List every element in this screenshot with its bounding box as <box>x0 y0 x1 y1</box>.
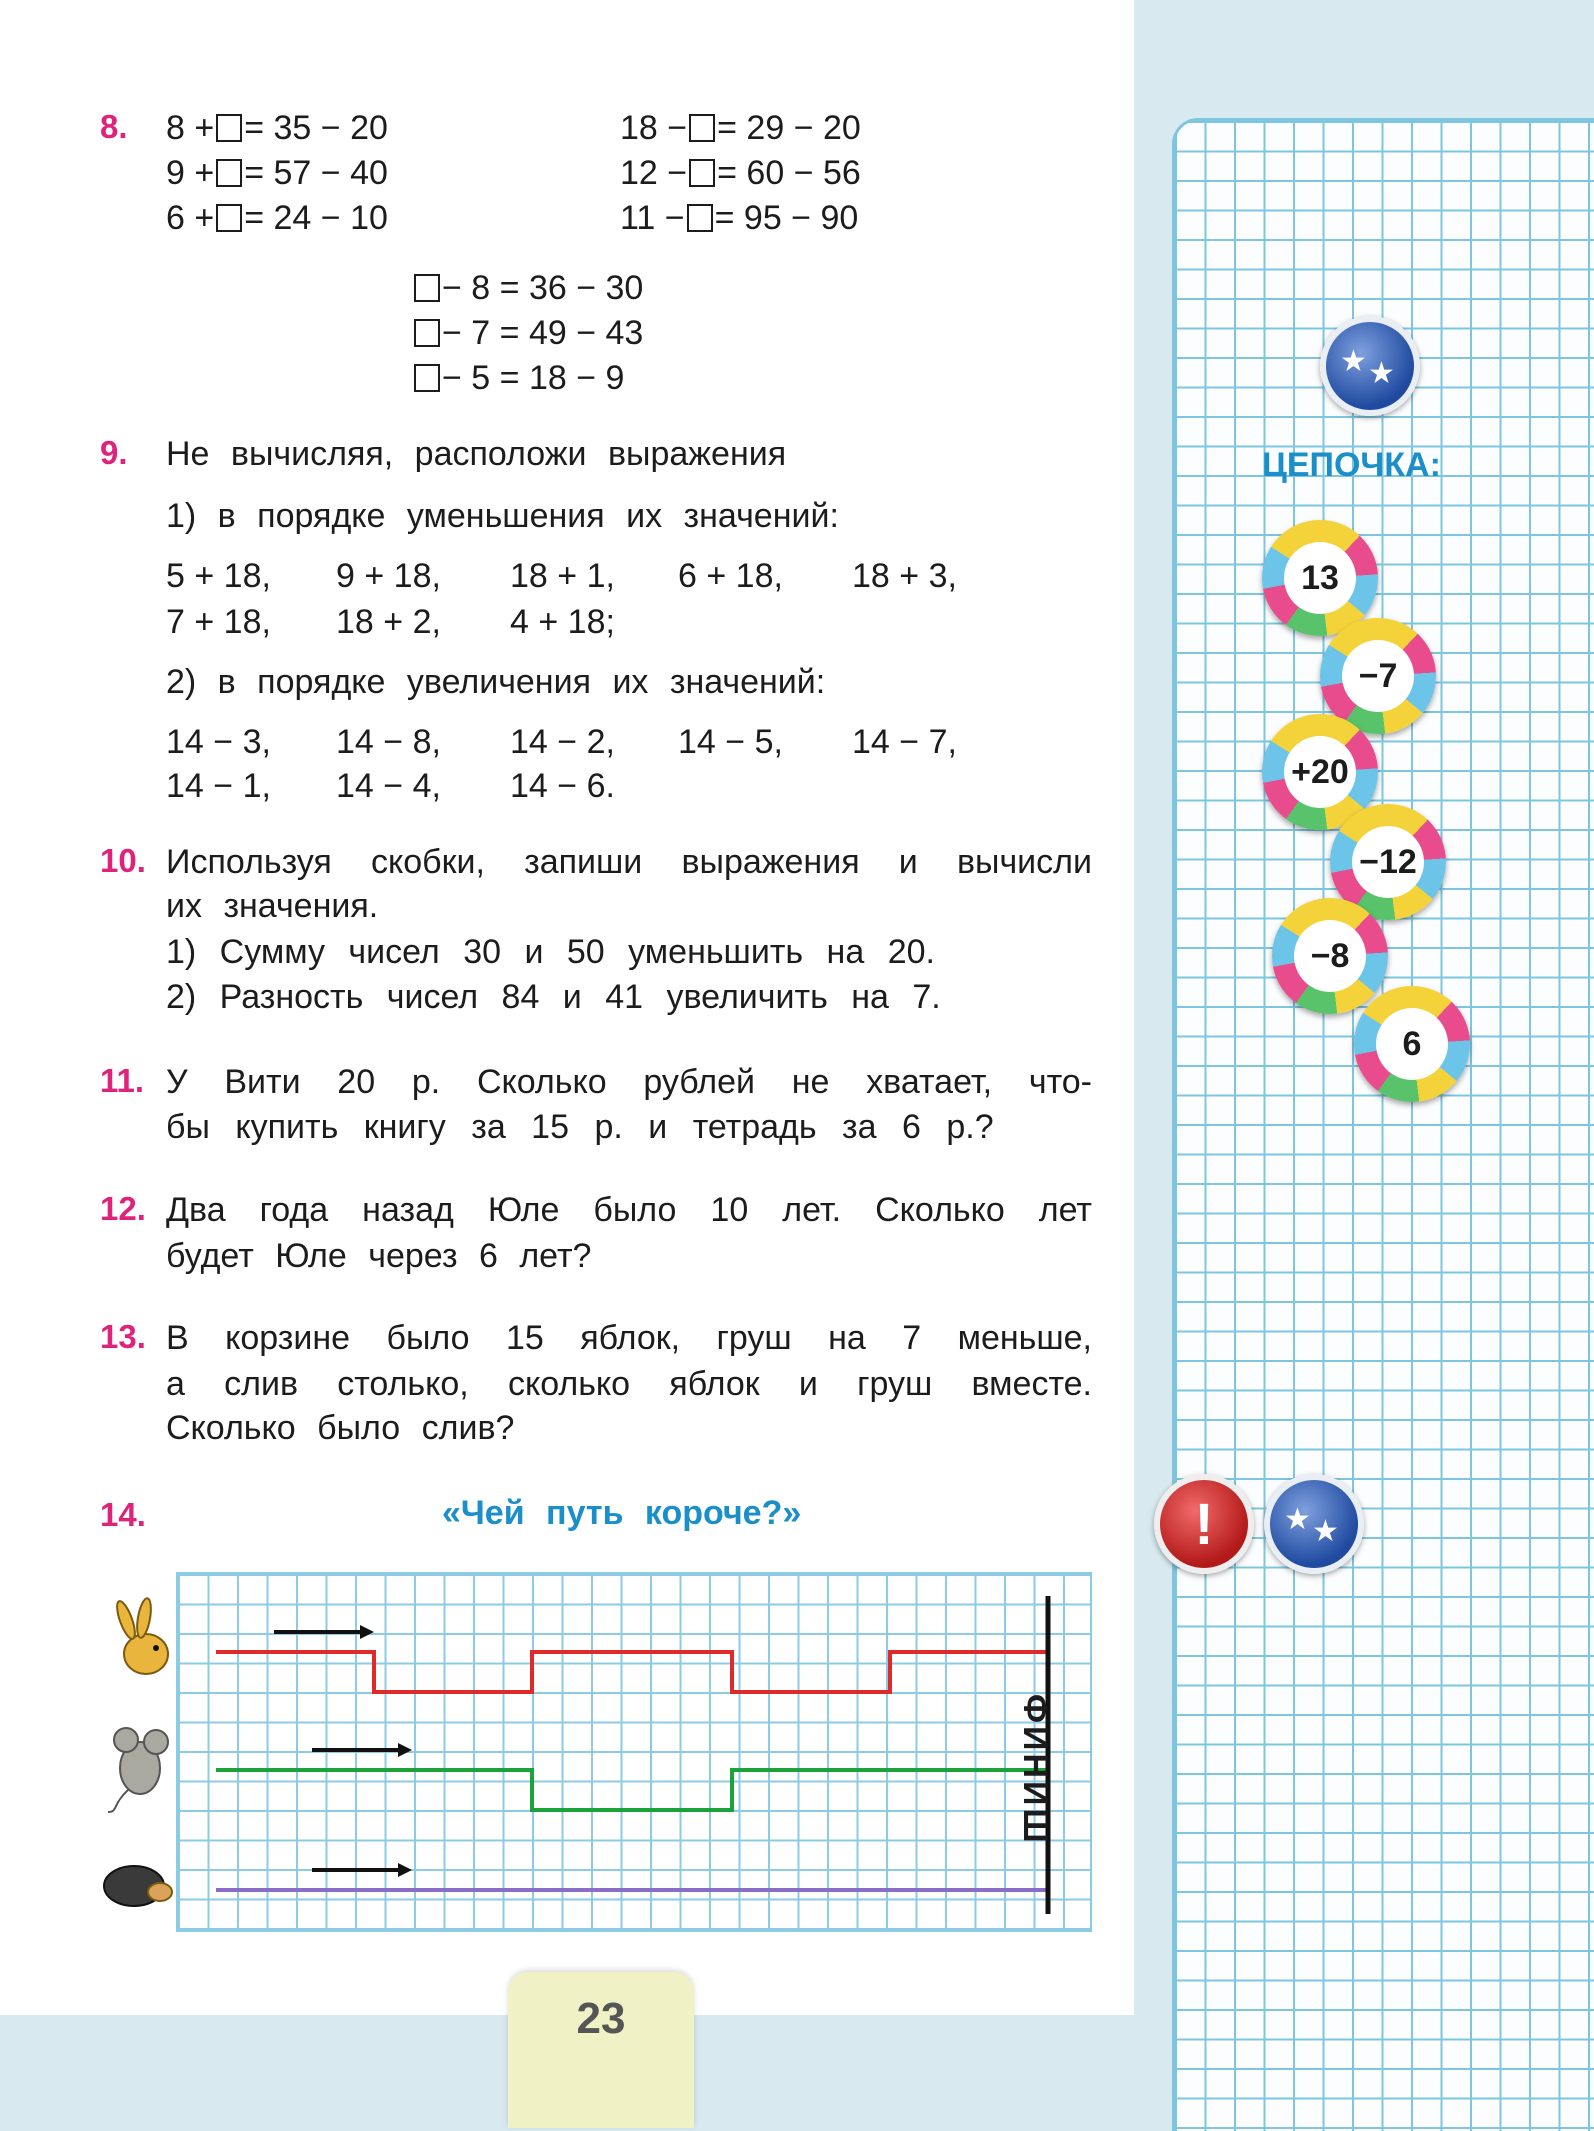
star-icon: ★ <box>1340 345 1367 378</box>
exercise-13-number: 13. <box>100 1318 146 1355</box>
ex8-center-column: − 8 = 36 − 30 − 7 = 49 − 43 − 5 = 18 − 9 <box>412 266 643 401</box>
chain-item: +20 <box>1262 714 1378 830</box>
arrow-icon <box>312 1863 412 1877</box>
chain-item: 13 <box>1262 520 1378 636</box>
arrow-icon <box>274 1625 374 1639</box>
ex12-line1: Два года назад Юле было 10 лет. Сколько лет <box>166 1191 1092 1229</box>
stars-badge <box>1264 1474 1364 1574</box>
star-icon: ★ <box>1368 357 1395 390</box>
exercise-14-number: 14. <box>100 1496 146 1533</box>
ex12-line2: будет Юле через 6 лет? <box>166 1237 592 1275</box>
ex9-part1: 1) в порядке уменьшения их значений: <box>166 497 839 535</box>
exercise-8-number: 8. <box>100 108 128 145</box>
chain-title: ЦЕПОЧКА: <box>1262 446 1441 484</box>
ex11-line2: бы купить книгу за 15 р. и тетрадь за 6 р.? <box>166 1108 994 1146</box>
finish-label: ФИНИШ <box>1016 1694 1054 1846</box>
ex14-title: «Чей путь короче?» <box>442 1494 802 1532</box>
exercise-9-number: 9. <box>100 434 128 471</box>
mouse-icon <box>108 1728 168 1812</box>
ex10-line4: 2) Разность чисел 84 и 41 увеличить на 7. <box>166 978 941 1016</box>
stars-badge <box>1320 316 1420 416</box>
star-icon: ★ <box>1312 1515 1339 1548</box>
ex9-part2: 2) в порядке увеличения их значений: <box>166 663 826 701</box>
ex10-line3: 1) Сумму чисел 30 и 50 уменьшить на 20. <box>166 933 935 971</box>
hedgehog-icon <box>104 1866 172 1906</box>
ex8-left-column: 8 + = 35 − 20 9 + = 57 − 40 6 + = 24 − 10 <box>166 109 388 237</box>
rabbit-icon <box>114 1597 168 1674</box>
ex13-line1: В корзине было 15 яблок, груш на 7 меньше, <box>166 1319 1092 1357</box>
exclamation-icon: ! <box>1154 1474 1254 1574</box>
ex10-line2: их значения. <box>166 887 379 925</box>
page-number-tab <box>508 1972 694 2128</box>
chain-item: −8 <box>1272 898 1388 1014</box>
exercise-10-number: 10. <box>100 842 146 879</box>
ex8-right-column: 18 − = 29 − 20 12 − = 60 − 56 11 − = 95 − 90 <box>620 109 861 237</box>
rabbit-path <box>216 1652 1048 1692</box>
ex13-line2: а слив столько, сколько яблок и груш вместе. <box>166 1365 1092 1403</box>
exercise-11-number: 11. <box>100 1062 145 1099</box>
ex13-line3: Сколько было слив? <box>166 1409 515 1447</box>
ex10-line1: Используя скобки, запиши выражения и вычисли <box>166 843 1092 881</box>
ex11-line1: У Вити 20 р. Сколько рублей не хватает, что- <box>166 1063 1092 1101</box>
chain-item: 6 <box>1354 986 1470 1102</box>
star-icon: ★ <box>1284 1503 1311 1536</box>
exercise-12-number: 12. <box>100 1190 146 1227</box>
chain-item: −12 <box>1330 804 1446 920</box>
chain-item: −7 <box>1320 618 1436 734</box>
page-number: 23 <box>576 1994 626 2043</box>
arrow-icon <box>312 1743 412 1757</box>
mouse-path <box>216 1770 1048 1810</box>
ex9-text: Не вычисляя, расположи выражения <box>166 435 787 473</box>
